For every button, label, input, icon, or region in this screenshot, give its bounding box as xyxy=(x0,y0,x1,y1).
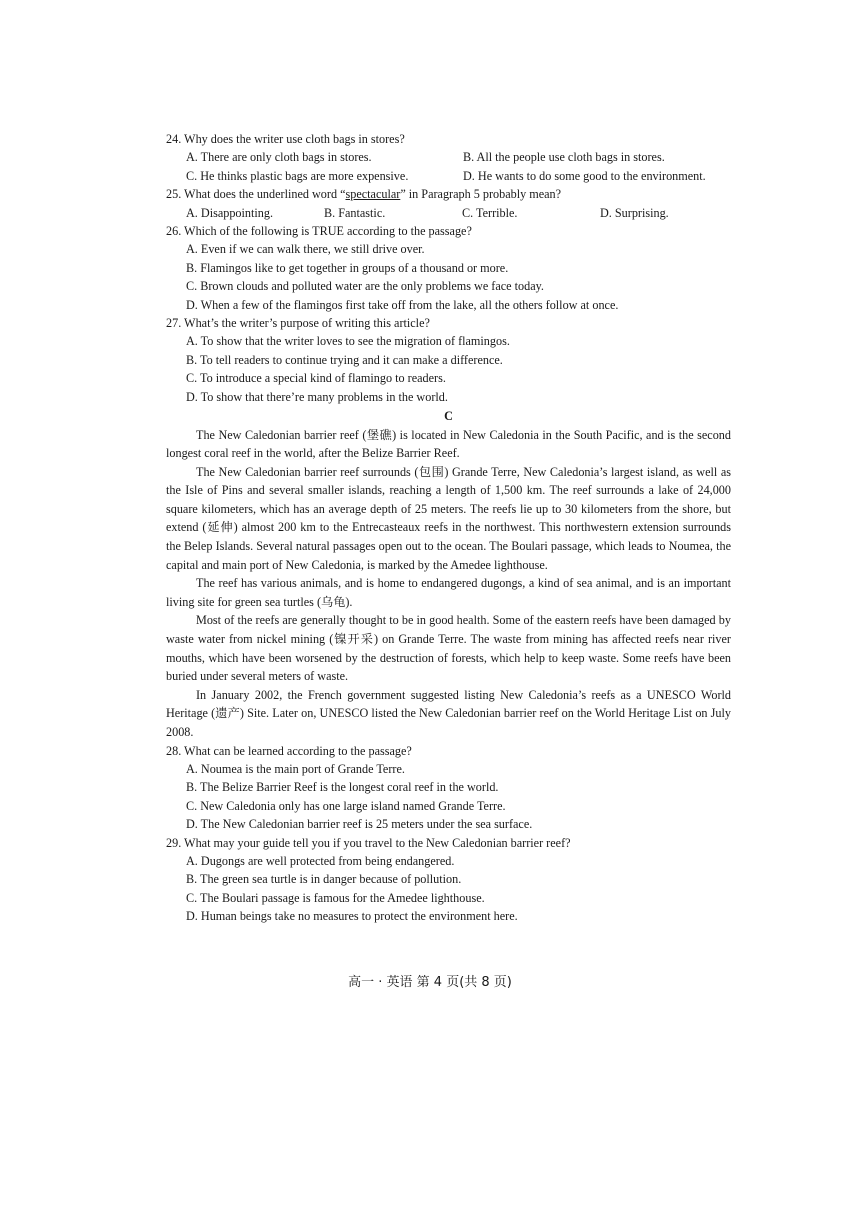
option-c: C. To introduce a special kind of flamingo to readers. xyxy=(186,371,446,386)
option-b: B. The green sea turtle is in danger because of pollution. xyxy=(186,872,462,887)
option-d: D. When a few of the flamingos first take off from the lake, all the others follow at once. xyxy=(186,297,619,312)
question-stem: 28. What can be learned according to the passage? xyxy=(166,743,412,758)
stem-text: ” in Paragraph 5 probably mean? xyxy=(400,187,562,202)
question-stem: 24. Why does the writer use cloth bags in stores? xyxy=(166,132,405,146)
question-29 xyxy=(166,834,731,926)
passage-paragraph: In January 2002, the French government suggested listing New Caledonia’s reefs as a UNESCO World Heritage (遗产) Site. Later on, UNESCO listed the New Caledonian barrier reef on the World Heritage List on July 2008. xyxy=(166,687,731,739)
passage-paragraph: The New Caledonian barrier reef (堡礁) is located in New Caledonia in the South Pacific, and is the second longest coral reef in the world, after the Belize Barrier Reef. xyxy=(166,427,731,461)
option-a: A. Disappointing. xyxy=(186,205,274,220)
question-stem: 29. What may your guide tell you if you travel to the New Caledonian barrier reef? xyxy=(166,835,571,850)
option-b: B. To tell readers to continue trying and it can make a difference. xyxy=(186,352,503,367)
passage-paragraph: Most of the reefs are generally thought to be in good health. Some of the eastern reefs have been damaged by waste water from nickel mining (镍开采) on Grande Terre. The waste from mining has affected reefs near river mouths, which have been worsened by the destruction of forests, which help to keep waste. Some reefs have been buried under several meters of waste. xyxy=(166,613,731,684)
question-27 xyxy=(166,314,731,406)
question-stem xyxy=(166,185,731,203)
option-d: D. Surprising. xyxy=(600,205,669,220)
option-c: C. Brown clouds and polluted water are the only problems we face today. xyxy=(186,279,544,294)
option-d: D. He wants to do some good to the environment. xyxy=(463,168,706,183)
option-a: A. Even if we can walk there, we still drive over. xyxy=(186,242,425,257)
option-d: D. To show that there’re many problems in the world. xyxy=(186,389,448,404)
question-25 xyxy=(166,185,731,222)
option-a: A. There are only cloth bags in stores. xyxy=(186,150,372,165)
option-c: C. New Caledonia only has one large island named Grande Terre. xyxy=(186,798,506,813)
question-26 xyxy=(166,222,731,314)
passage-paragraph: The reef has various animals, and is home to endangered dugongs, a kind of sea animal, and is an important living site for green sea turtles (乌龟). xyxy=(166,576,731,609)
option-c: C. Terrible. xyxy=(462,205,518,220)
question-28 xyxy=(166,742,731,834)
stem-text: 25. What does the underlined word “ xyxy=(166,187,346,202)
option-b: B. The Belize Barrier Reef is the longest coral reef in the world. xyxy=(186,780,499,795)
page-footer: 高一 · 英语 第 4 页(共 8 页) xyxy=(348,975,512,990)
question-stem: 27. What’s the writer’s purpose of writing this article? xyxy=(166,316,430,331)
option-c: C. He thinks plastic bags are more expensive. xyxy=(186,168,409,183)
passage-paragraph: The New Caledonian barrier reef surrounds (包围) Grande Terre, New Caledonia’s largest island, as well as the Isle of Pins and several smaller islands, reaching a length of 1,500 km. The reef surrounds a lake of 24,000 square kilometers, which has an average depth of 25 meters. The reefs lie up to 30 kilometers from the shore, but extend (延伸) almost 200 km to the Entrecasteaux reefs in the northwest. This northwestern extension surrounds the Belep Islands. Several natural passages open out to the ocean. The Boulari passage, which leads to Noumea, the capital and main port of New Caledonia, is marked by the Amedee lighthouse. xyxy=(166,464,731,572)
reading-passage xyxy=(166,426,731,742)
option-b: B. All the people use cloth bags in stores. xyxy=(463,150,665,165)
option-b: B. Fantastic. xyxy=(324,205,386,220)
option-c: C. The Boulari passage is famous for the Amedee lighthouse. xyxy=(186,890,485,905)
underlined-word: spectacular xyxy=(345,187,401,202)
option-a: A. Dugongs are well protected from being endangered. xyxy=(186,854,455,869)
option-b: B. Flamingos like to get together in groups of a thousand or more. xyxy=(186,260,509,275)
question-24 xyxy=(166,130,731,185)
question-stem: 26. Which of the following is TRUE according to the passage? xyxy=(166,224,472,239)
option-d: D. The New Caledonian barrier reef is 25 meters under the sea surface. xyxy=(186,817,533,832)
section-heading: C xyxy=(444,409,453,424)
option-a: A. Noumea is the main port of Grande Terre. xyxy=(186,762,405,776)
option-a: A. To show that the writer loves to see the migration of flamingos. xyxy=(186,334,510,349)
page-content xyxy=(166,130,731,926)
option-d: D. Human beings take no measures to protect the environment here. xyxy=(186,909,518,924)
